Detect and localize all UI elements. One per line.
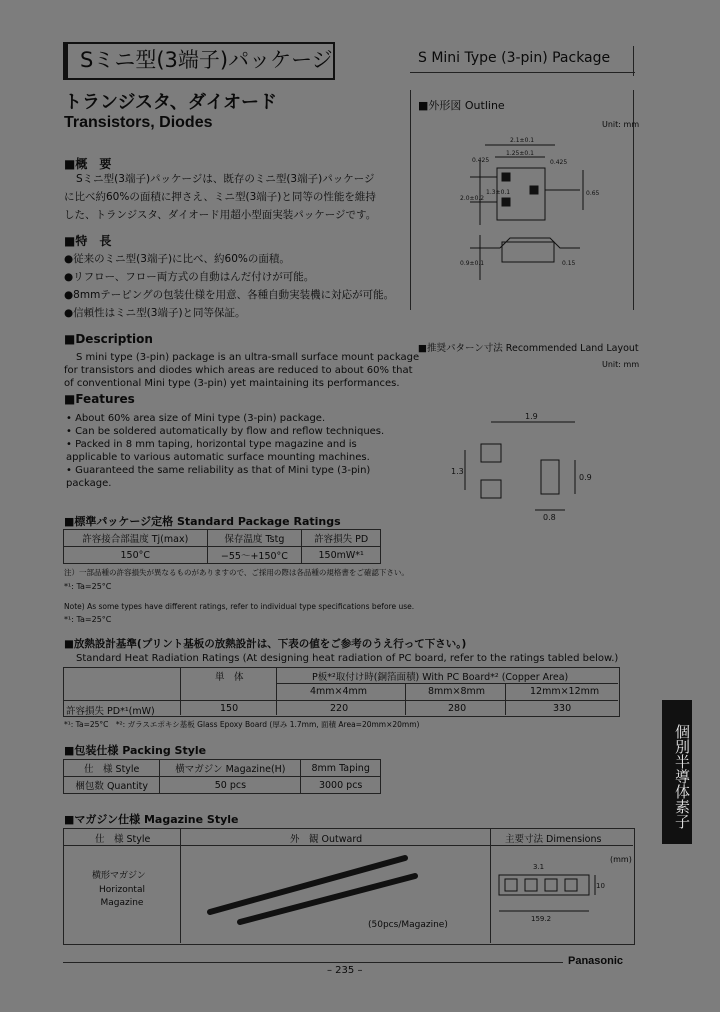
feature-en: applicable to various automatic surface mounting machines. <box>66 452 370 463</box>
section-title-magazine: ■マガジン仕様 Magazine Style <box>64 813 239 826</box>
outline-drawing <box>440 130 630 320</box>
section-title-heat: ■放熱設計基準(プリント基板の放熱設計は、下表の値をご参考のうえ行って下さい。) <box>64 638 467 650</box>
gaiyo-line: Sミニ型(3端子)パッケージは、既存のミニ型(3端子)パッケージ <box>76 173 375 185</box>
table-cell: 330 <box>553 703 572 714</box>
table-rule <box>276 683 618 684</box>
unit-label: (mm) <box>610 855 632 864</box>
dim-label: 2.1±0.1 <box>510 137 535 144</box>
feature-jp: ●信頼性はミニ型(3端子)と同等保証。 <box>64 307 246 319</box>
row-label: 梱包数 Quantity <box>64 777 160 794</box>
table-cell: −55〜+150°C <box>207 547 302 564</box>
magazine-style-en: Horizontal Magazine <box>99 885 145 908</box>
section-title-features: ■Features <box>64 392 135 406</box>
table-rule <box>490 828 491 943</box>
page-title-jp: Sミニ型(3端子)パッケージ <box>80 48 333 72</box>
table-header: 4mm×4mm <box>310 686 368 697</box>
table-header: 8mm×8mm <box>428 686 486 697</box>
dim-label: 159.2 <box>531 915 552 923</box>
feature-en: • Packed in 8 mm taping, horizontal type magazine and is <box>66 439 357 450</box>
side-tab: 個別半導体素子 <box>662 700 692 844</box>
heading-jp: トランジスタ、ダイオード <box>64 92 278 113</box>
section-title-land: ■推奨パターン寸法 Recommended Land Layout <box>418 343 639 354</box>
dim-label: 0.8 <box>543 513 556 522</box>
dim-label: 0.65 <box>586 190 600 197</box>
dim-label: 0.425 <box>472 157 490 164</box>
row-label: 許容損失 PD*¹(mW) <box>66 706 155 717</box>
dim-label: 1.25±0.1 <box>506 150 534 157</box>
note: *¹: Ta=25°C *²: ガラスエポキシ基板 Glass Epoxy Board (厚み 1.7mm, 面積 Area=20mm×20mm) <box>64 720 420 729</box>
table-header: 8mm Taping <box>301 760 381 777</box>
dim-label: 3.1 <box>533 863 545 871</box>
unit-label: Unit: mm <box>602 360 640 369</box>
dim-label: 1.9 <box>525 412 538 421</box>
feature-en: package. <box>66 478 112 489</box>
section-title-ratings: ■標準パッケージ定格 Standard Package Ratings <box>64 515 341 528</box>
dim-label: 0.425 <box>550 159 568 166</box>
heat-subtitle: Standard Heat Radiation Ratings (At designing heat radiation of PC board, refer to the ratings tabled below.) <box>76 653 619 664</box>
table-rule <box>505 683 506 715</box>
gaiyo-line: に比べ約60%の面積に押さえ、ミニ型(3端子)と同等の性能を維持 <box>64 191 376 203</box>
feature-jp: ●8mmテーピングの包装仕様を用意、各種自動実装機に対応が可能。 <box>64 289 395 301</box>
table-header: 横マガジン Magazine(H) <box>160 760 301 777</box>
divider <box>633 46 634 76</box>
table-cell: 280 <box>448 703 467 714</box>
description-line: S mini type (3-pin) package is an ultra-small surface mount package <box>76 352 420 363</box>
table-cell: 150°C <box>64 547 208 564</box>
feature-en: • Guaranteed the same reliability as that of Mini type (3-pin) <box>66 465 371 476</box>
table-header: 主要寸法 Dimensions <box>505 834 602 845</box>
dim-label: 1.3±0.1 <box>486 189 511 196</box>
table-cell: 50 pcs <box>160 777 301 794</box>
table-rule <box>405 683 406 715</box>
table-header: 12mm×12mm <box>530 686 600 697</box>
table-header: 仕 様 Style <box>95 834 151 845</box>
section-title-outline: ■外形図 Outline <box>418 99 505 112</box>
description-line: of conventional Mini type (3-pin) yet maintaining its performances. <box>64 378 400 389</box>
table-rule <box>63 845 633 846</box>
table-cell: 150mW*¹ <box>302 547 381 564</box>
dim-label: 2.0±0.2 <box>460 195 485 202</box>
feature-jp: ●リフロー、フロー両方式の自動はんだ付けが可能。 <box>64 271 315 283</box>
description-line: for transistors and diodes which areas are reduced to about 60% that <box>64 365 413 376</box>
table-header: 仕 様 Style <box>64 760 160 777</box>
section-title-description: ■Description <box>64 332 153 346</box>
table-rule <box>180 828 181 943</box>
gaiyo-line: した、トランジスタ、ダイオード用超小型面実装パッケージです。 <box>64 209 377 221</box>
heading-en: Transistors, Diodes <box>64 114 213 131</box>
dim-label: 0.9 <box>579 473 592 482</box>
magazine-photo <box>200 850 420 930</box>
note: 注）一部品種の許容損失が異なるものがありますので、ご採用の際は各品種の規格書をご確認下さい。 <box>64 568 409 577</box>
table-header: 外 観 Outward <box>290 834 363 845</box>
table-header: 許容接合部温度 Tj(max) <box>64 530 208 547</box>
table-rule <box>276 667 277 715</box>
table-cell: 220 <box>330 703 349 714</box>
section-title-tokucho: ■特 長 <box>64 234 112 248</box>
column-rule <box>410 90 411 310</box>
packing-table <box>63 759 381 794</box>
dim-label: 0.15 <box>562 260 576 267</box>
note: *¹: Ta=25°C <box>64 582 112 591</box>
dim-label: 1.3 <box>451 467 464 476</box>
note: Note) As some types have different ratings, refer to individual type specifications before use. <box>64 602 415 611</box>
table-header: 保存温度 Tstg <box>207 530 302 547</box>
table-cell: 3000 pcs <box>301 777 381 794</box>
dim-label: 0.9±0.1 <box>460 260 485 267</box>
unit-label: Unit: mm <box>602 120 640 129</box>
table-rule <box>180 667 181 715</box>
table-header: 許容損失 PD <box>302 530 381 547</box>
table-cell: 150 <box>220 703 239 714</box>
divider <box>410 72 635 73</box>
page-title-en: S Mini Type (3-pin) Package <box>418 50 611 66</box>
note: *¹: Ta=25°C <box>64 615 112 624</box>
brand-logo: Panasonic <box>568 955 624 967</box>
section-title-gaiyo: ■概 要 <box>64 157 112 171</box>
magazine-style-jp: 横形マガジン <box>92 871 146 881</box>
feature-jp: ●従来のミニ型(3端子)に比べ、約60%の面積。 <box>64 253 290 265</box>
page-number: – 235 – <box>327 965 363 976</box>
feature-en: • About 60% area size of Mini type (3-pin) package. <box>66 413 326 424</box>
table-rule <box>63 700 618 701</box>
table-header: 単 体 <box>215 672 244 683</box>
feature-en: • Can be soldered automatically by flow and reflow techniques. <box>66 426 385 437</box>
magazine-dimension-drawing <box>495 855 605 925</box>
section-title-packing: ■包装仕様 Packing Style <box>64 744 207 757</box>
footer-rule <box>63 962 563 963</box>
magazine-caption: (50pcs/Magazine) <box>368 920 448 930</box>
dim-label: 10 <box>596 882 605 890</box>
land-layout-drawing <box>445 410 615 525</box>
table-header: P板*²取付け時(銅箔面積) With PC Board*² (Copper Area) <box>312 672 569 683</box>
ratings-table <box>63 529 381 564</box>
